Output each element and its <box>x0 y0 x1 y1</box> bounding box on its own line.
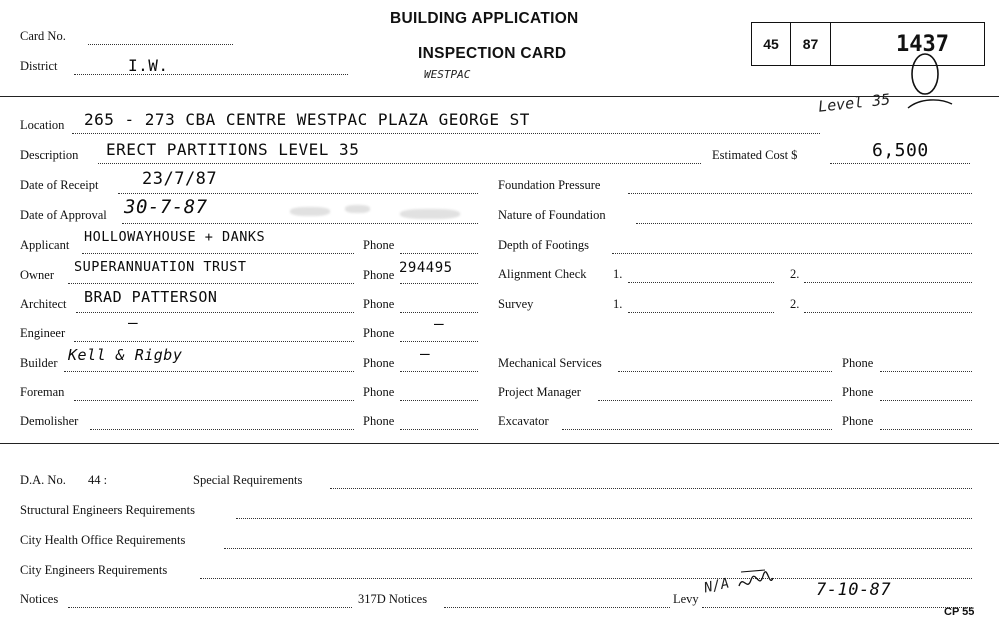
alignment-num-1: 1. <box>613 267 623 281</box>
district-value: I.W. <box>128 56 169 75</box>
special-requirements-label: Special Requirements <box>193 473 303 487</box>
estimated-cost-label: Estimated Cost $ <box>712 148 798 162</box>
engineer-phone-value: — <box>434 314 445 333</box>
survey-num-2: 2. <box>790 297 800 311</box>
foundation-pressure-label: Foundation Pressure <box>498 178 601 192</box>
levy-scribble-icon <box>735 566 775 596</box>
builder-phone-label: Phone <box>363 356 395 370</box>
date-approval-value: 30-7-87 <box>124 196 208 218</box>
date-receipt-label: Date of Receipt <box>20 178 99 192</box>
applicant-value: HOLLOWAYHOUSE + DANKS <box>84 229 266 245</box>
architect-phone-label: Phone <box>363 297 395 311</box>
city-engineers-line <box>200 578 972 579</box>
engineer-value: — <box>128 313 139 332</box>
survey-line-2 <box>804 312 972 313</box>
foreman-phone-line <box>400 400 478 401</box>
nature-foundation-label: Nature of Foundation <box>498 208 606 222</box>
card-no-line <box>88 44 233 45</box>
description-line <box>98 163 701 164</box>
project-manager-label: Project Manager <box>498 385 581 399</box>
district-label: District <box>20 59 58 73</box>
special-requirements-line <box>330 488 972 489</box>
alignment-line-1 <box>628 282 774 283</box>
foreman-line <box>74 400 354 401</box>
nature-foundation-line <box>636 223 972 224</box>
demolisher-label: Demolisher <box>20 414 79 428</box>
engineer-phone-line <box>400 341 478 342</box>
city-health-label: City Health Office Requirements <box>20 533 186 547</box>
title-inspection-card: INSPECTION CARD <box>418 45 567 62</box>
project-manager-phone-line <box>880 400 972 401</box>
alignment-num-2: 2. <box>790 267 800 281</box>
engineer-line <box>74 341 354 342</box>
mechanical-phone-line <box>880 371 972 372</box>
mechanical-phone-label: Phone <box>842 356 874 370</box>
estimated-cost-line <box>830 163 970 164</box>
owner-phone-line <box>400 283 478 284</box>
depth-footings-label: Depth of Footings <box>498 238 589 252</box>
notices-label: Notices <box>20 592 59 606</box>
applicant-line <box>82 253 354 254</box>
notices-317d-label: 317D Notices <box>358 592 428 606</box>
owner-phone-label: Phone <box>363 268 395 282</box>
notices-317d-line <box>444 607 670 608</box>
date-approval-line <box>122 223 478 224</box>
builder-value: Kell & Rigby <box>68 346 183 364</box>
depth-footings-line <box>612 253 972 254</box>
applicant-label: Applicant <box>20 238 70 252</box>
ref-box-year: 45 <box>751 22 791 66</box>
applicant-phone-label: Phone <box>363 238 395 252</box>
card-no-label: Card No. <box>20 29 66 43</box>
circled-mark-icon <box>900 48 960 118</box>
demolisher-line <box>90 429 354 430</box>
architect-label: Architect <box>20 297 67 311</box>
da-no-label: D.A. No. <box>20 473 66 487</box>
mechanical-line <box>618 371 832 372</box>
engineer-label: Engineer <box>20 326 66 340</box>
engineer-phone-label: Phone <box>363 326 395 340</box>
structural-engineers-line <box>236 518 972 519</box>
location-line <box>72 133 820 134</box>
excavator-label: Excavator <box>498 414 549 428</box>
district-line <box>74 74 348 75</box>
levy-line <box>702 607 972 608</box>
foreman-label: Foreman <box>20 385 65 399</box>
notices-line <box>68 607 352 608</box>
structural-engineers-label: Structural Engineers Requirements <box>20 503 195 517</box>
levy-date-note: 7-10-87 <box>816 580 892 600</box>
mechanical-label: Mechanical Services <box>498 356 602 370</box>
builder-phone-value: — <box>420 344 431 363</box>
date-receipt-line <box>118 193 478 194</box>
builder-label: Builder <box>20 356 58 370</box>
survey-num-1: 1. <box>613 297 623 311</box>
title-handwritten-note: WESTPAC <box>424 68 471 81</box>
foreman-phone-label: Phone <box>363 385 395 399</box>
excavator-line <box>562 429 832 430</box>
estimated-cost-value: 6,500 <box>872 140 929 161</box>
smudge-mark <box>290 207 330 216</box>
date-receipt-value: 23/7/87 <box>142 169 218 189</box>
excavator-phone-line <box>880 429 972 430</box>
description-value: ERECT PARTITIONS LEVEL 35 <box>106 140 360 159</box>
levy-label: Levy <box>673 592 699 606</box>
survey-line-1 <box>628 312 774 313</box>
location-label: Location <box>20 118 65 132</box>
ref-box-series: 87 <box>790 22 831 66</box>
ref-box-number: 1437 <box>830 22 985 66</box>
lower-divider <box>0 443 999 444</box>
alignment-line-2 <box>804 282 972 283</box>
architect-line <box>76 312 354 313</box>
city-engineers-label: City Engineers Requirements <box>20 563 168 577</box>
smudge-mark <box>400 209 460 219</box>
survey-label: Survey <box>498 297 534 311</box>
smudge-mark <box>345 205 370 213</box>
owner-phone-value: 294495 <box>399 260 453 276</box>
builder-line <box>64 371 354 372</box>
date-approval-label: Date of Approval <box>20 208 107 222</box>
form-code: CP 55 <box>944 606 975 618</box>
owner-value: SUPERANNUATION TRUST <box>74 259 247 275</box>
description-label: Description <box>20 148 79 162</box>
owner-label: Owner <box>20 268 55 282</box>
levy-value: N/A <box>702 575 731 597</box>
city-health-line <box>224 548 972 549</box>
location-value: 265 - 273 CBA CENTRE WESTPAC PLAZA GEORGE ST <box>84 110 530 129</box>
builder-phone-line <box>400 371 478 372</box>
level-note: Level 35 <box>817 90 891 116</box>
excavator-phone-label: Phone <box>842 414 874 428</box>
applicant-phone-line <box>400 253 478 254</box>
architect-value: BRAD PATTERSON <box>84 288 218 306</box>
da-no-value: 44 : <box>88 473 108 487</box>
demolisher-phone-label: Phone <box>363 414 395 428</box>
owner-line <box>68 283 354 284</box>
foundation-pressure-line <box>628 193 972 194</box>
demolisher-phone-line <box>400 429 478 430</box>
title-building-application: BUILDING APPLICATION <box>390 10 579 27</box>
alignment-check-label: Alignment Check <box>498 267 587 281</box>
project-manager-line <box>598 400 832 401</box>
project-manager-phone-label: Phone <box>842 385 874 399</box>
architect-phone-line <box>400 312 478 313</box>
